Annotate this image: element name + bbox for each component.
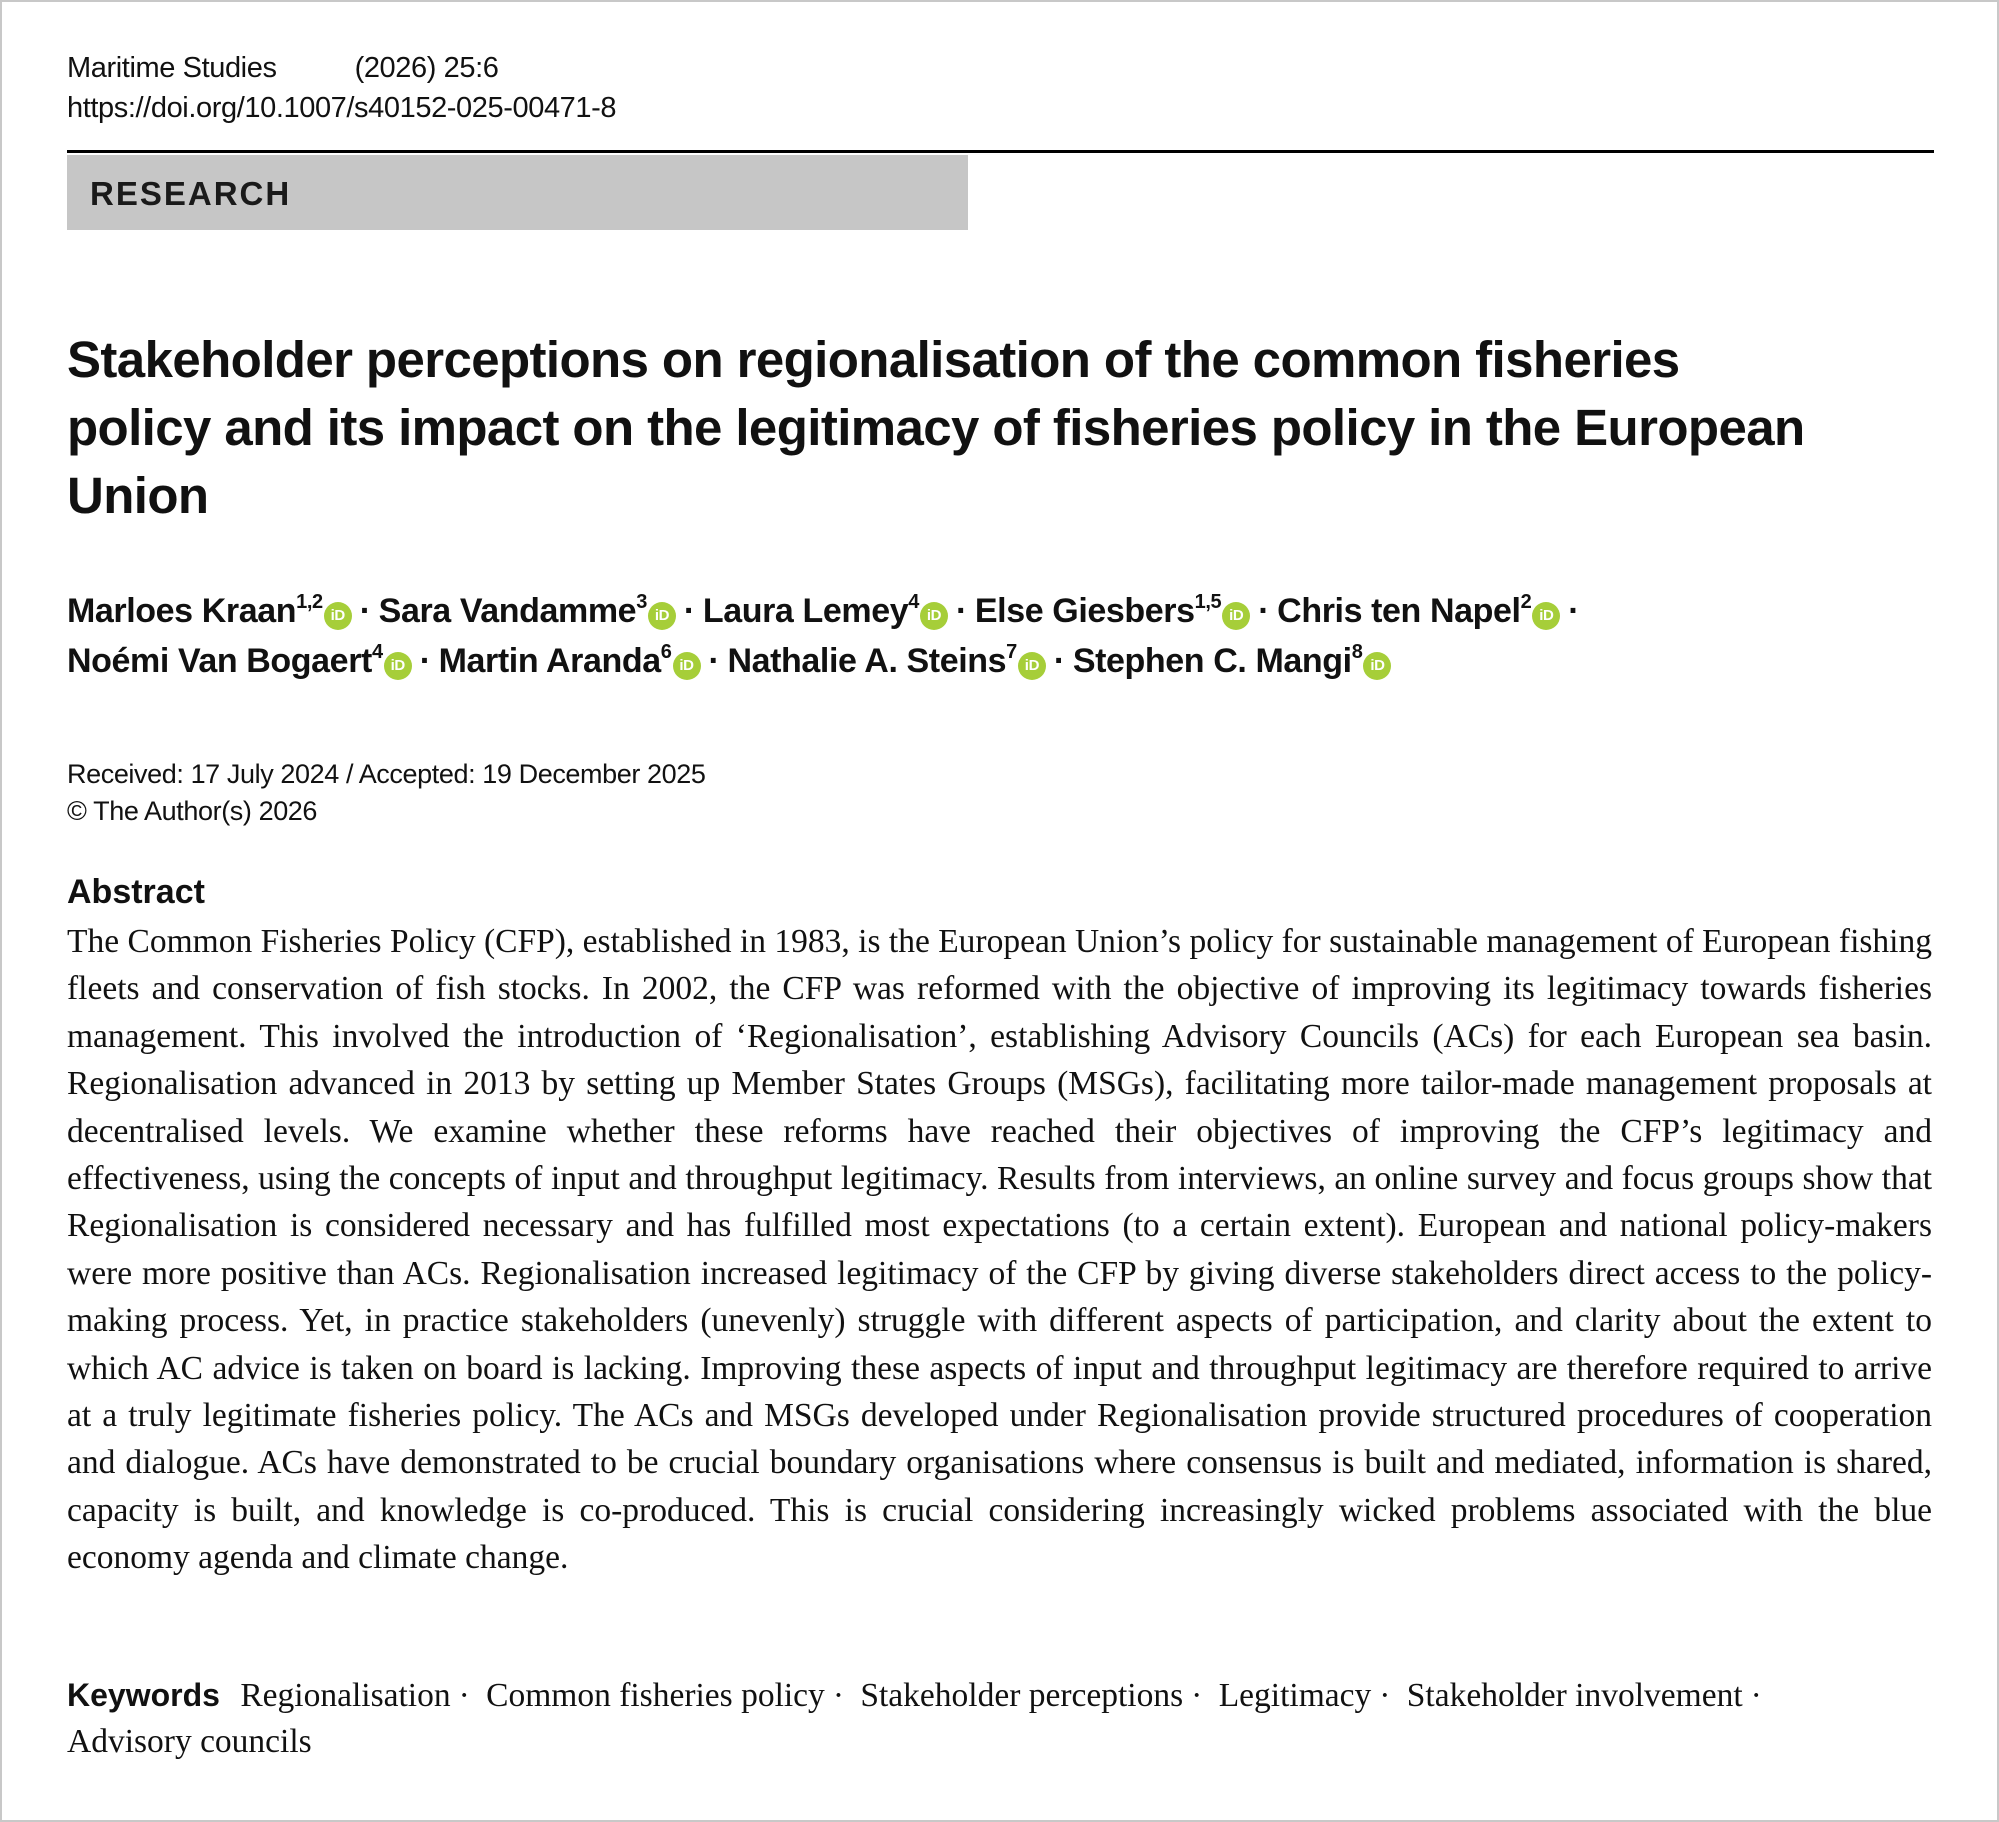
article-type-banner bbox=[67, 155, 968, 230]
article-title: Stakeholder perceptions on regionalisation of the common fisheries policy and its impact on the legitimacy of fisheries policy in the European Union bbox=[67, 331, 1805, 524]
abstract-heading: Abstract bbox=[67, 873, 205, 911]
orcid-icon[interactable]: iD bbox=[1532, 602, 1560, 630]
orcid-icon[interactable]: iD bbox=[1018, 652, 1046, 680]
author-separator: · bbox=[683, 592, 695, 630]
author-separator: · bbox=[955, 592, 967, 630]
author-entry bbox=[379, 592, 676, 630]
keyword-separator: · bbox=[832, 1677, 844, 1714]
keyword-item: Stakeholder involvement bbox=[1406, 1677, 1743, 1714]
author-affiliation: 2 bbox=[1520, 591, 1532, 613]
author-entry bbox=[1073, 642, 1392, 680]
author-list bbox=[67, 586, 1927, 686]
author-separator: · bbox=[359, 592, 371, 630]
doi-link[interactable]: https://doi.org/10.1007/s40152-025-00471-8 bbox=[67, 92, 617, 124]
journal-name: Maritime Studies bbox=[67, 52, 277, 84]
author-entry bbox=[67, 642, 412, 680]
author-name[interactable]: Chris ten Napel bbox=[1277, 592, 1521, 630]
received-accepted-dates: Received: 17 July 2024 / Accepted: 19 December 2025 bbox=[67, 759, 706, 789]
author-entry bbox=[439, 642, 701, 680]
keyword-separator: · bbox=[1750, 1677, 1762, 1714]
author-name[interactable]: Marloes Kraan bbox=[67, 592, 297, 630]
journal-issue: (2026) 25:6 bbox=[354, 52, 499, 84]
keyword-item: Common fisheries policy bbox=[486, 1677, 825, 1714]
keyword-separator: · bbox=[458, 1677, 470, 1714]
author-name[interactable]: Nathalie A. Steins bbox=[727, 642, 1007, 680]
keyword-item: Stakeholder perceptions bbox=[860, 1677, 1184, 1714]
keyword-item: Advisory councils bbox=[67, 1723, 312, 1760]
article-dates bbox=[67, 756, 706, 830]
author-name[interactable]: Sara Vandamme bbox=[378, 592, 637, 630]
orcid-icon[interactable]: iD bbox=[648, 602, 676, 630]
header-rule bbox=[67, 150, 1934, 153]
orcid-icon[interactable]: iD bbox=[673, 652, 701, 680]
orcid-icon[interactable]: iD bbox=[324, 602, 352, 630]
journal-info bbox=[67, 52, 499, 85]
author-separator: · bbox=[1053, 642, 1065, 680]
author-separator: · bbox=[419, 642, 431, 680]
author-name[interactable]: Martin Aranda bbox=[438, 642, 661, 680]
copyright-notice: © The Author(s) 2026 bbox=[67, 796, 318, 826]
author-entry bbox=[975, 592, 1250, 630]
keyword-separator: · bbox=[1379, 1677, 1391, 1714]
author-entry bbox=[67, 592, 352, 630]
orcid-icon[interactable]: iD bbox=[1222, 602, 1250, 630]
orcid-icon[interactable]: iD bbox=[920, 602, 948, 630]
article-type-label: RESEARCH bbox=[90, 175, 292, 212]
author-affiliation: 6 bbox=[660, 641, 672, 663]
orcid-icon[interactable]: iD bbox=[384, 652, 412, 680]
keywords-section bbox=[67, 1672, 1857, 1765]
author-entry bbox=[703, 592, 948, 630]
author-affiliation: 3 bbox=[636, 591, 647, 613]
author-affiliation: 7 bbox=[1006, 641, 1017, 663]
abstract-text: The Common Fisheries Policy (CFP), established in 1983, is the European Union’s policy for sustainable management of European fishing fleets and conservation of fish stocks. In 2002, the CFP was reformed with the objective of improving its legitimacy towards fisheries management. This involved the introduction of ‘Regionalisation’, establishing Advisory Councils (ACs) for each European sea basin. Regionalisation advanced in 2013 by setting up Member States Groups (MSGs), facilitating more tailor-made management proposals at decentralised levels. We examine whether these reforms have reached their objectives of improving the CFP’s legitimacy and effectiveness, using the concepts of input and throughput legitimacy. Results from interviews, an online survey and focus groups show that Regionalisation is considered necessary and has fulfilled most expectations (to a certain extent). European and national policy-makers were more positive than ACs. Regionalisation increased legitimacy of the CFP by giving diverse stakeholders direct access to the policy-making process. Yet, in practice stakeholders (unevenly) struggle with different aspects of participation, and clarity about the extent to which AC advice is taken on board is lacking. Improving these aspects of input and throughput legitimacy are therefore required to arrive at a truly legitimate fisheries policy. The ACs and MSGs developed under Regionalisation provide structured procedures of cooperation and dialogue. ACs have demonstrated to be crucial boundary organisations where consensus is built and mediated, information is shared, capacity is built, and knowledge is co-produced. This is crucial considering increasingly wicked problems associated with the blue economy agenda and climate change. bbox=[67, 923, 1932, 1577]
author-separator: · bbox=[708, 642, 720, 680]
keywords-label: Keywords bbox=[67, 1677, 220, 1713]
keyword-item: Legitimacy bbox=[1218, 1677, 1372, 1714]
author-name[interactable]: Else Giesbers bbox=[974, 592, 1195, 630]
author-affiliation: 1,2 bbox=[296, 591, 323, 613]
orcid-icon[interactable]: iD bbox=[1363, 652, 1391, 680]
author-affiliation: 8 bbox=[1351, 641, 1363, 663]
author-name[interactable]: Laura Lemey bbox=[702, 592, 909, 630]
author-affiliation: 4 bbox=[371, 641, 383, 663]
author-entry bbox=[1277, 592, 1560, 630]
author-separator: · bbox=[1568, 592, 1580, 630]
author-name[interactable]: Noémi Van Bogaert bbox=[67, 642, 372, 680]
author-separator: · bbox=[1258, 592, 1270, 630]
keyword-separator: · bbox=[1191, 1677, 1203, 1714]
author-name[interactable]: Stephen C. Mangi bbox=[1072, 642, 1352, 680]
author-entry bbox=[727, 642, 1045, 680]
author-affiliation: 1,5 bbox=[1194, 591, 1222, 613]
author-affiliation: 4 bbox=[908, 591, 919, 613]
keyword-item: Regionalisation bbox=[240, 1677, 451, 1714]
